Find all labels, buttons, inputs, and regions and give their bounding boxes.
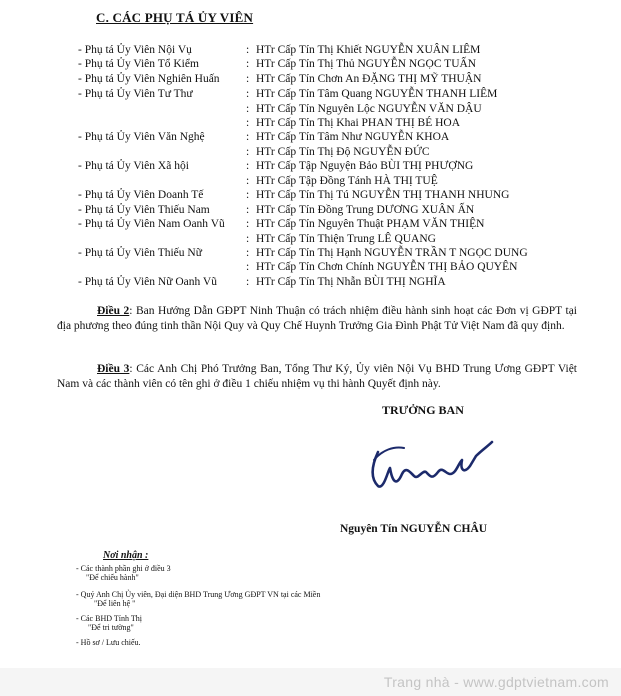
assignment-person: HTr Cấp Tín Chơn Chính NGUYỄN THỊ BẢO QUYÊN [256,261,518,273]
assignment-colon: : [246,204,250,216]
assignment-person: HTr Cấp Tín Thị Tú NGUYỄN THỊ THANH NHUNG [256,189,510,201]
assignment-colon: : [246,233,250,245]
recipient-line: - Các thành phần ghi ở điều 3 [76,564,171,573]
assignment-role: - Phụ tá Ủy Viên Thiếu Nữ [78,247,202,259]
assignment-colon: : [246,117,250,129]
article-2-label: Điều 2 [97,305,130,317]
assignment-colon: : [246,160,250,172]
recipient-line: - Quý Anh Chị Ủy viên, Đại diện BHD Trung Ương GĐPT VN tại các Miền [76,590,321,599]
recipients-title: Nơi nhận : [103,550,149,561]
assignment-role: - Phụ tá Ủy Viên Văn Nghệ [78,131,205,143]
assignment-person: HTr Cấp Tín Thị Độ NGUYỄN ĐỨC [256,146,430,158]
assignment-colon: : [246,146,250,158]
signature [360,430,500,510]
assignment-person: HTr Cấp Tín Tâm Quang NGUYỄN THANH LIÊM [256,88,498,100]
assignment-person: HTr Cấp Tín Thị Khai PHAN THỊ BÉ HOA [256,117,461,129]
assignment-colon: : [246,88,250,100]
assignment-colon: : [246,261,250,273]
assignment-role: - Phụ tá Ủy Viên Thiếu Nam [78,204,210,216]
assignment-colon: : [246,247,250,259]
article-3-text: : Các Anh Chị Phó Trưởng Ban, Tổng Thư Ký, Ủy viên Nội Vụ BHD Trung Ương GĐPT Việt Nam và các thành viên có tên ghi ở điều 1 chiếu nhiệm vụ thi hành Quyết định này. [57,363,578,390]
signer-name: Nguyên Tín NGUYỄN CHÂU [340,523,488,535]
assignment-colon: : [246,175,250,187]
assignment-person: HTr Cấp Tín Chơn An ĐẶNG THỊ MỸ THUẬN [256,73,482,85]
article-3 [57,362,577,392]
recipient-line: - Các BHD Tỉnh Thị [76,614,142,623]
section-title: C. CÁC PHỤ TÁ ỦY VIÊN [96,10,254,25]
assignment-person: HTr Cấp Tín Thị Hạnh NGUYỄN TRẦN T NGỌC DUNG [256,247,528,259]
recipient-line: - Hồ sơ / Lưu chiếu. [76,638,141,647]
assignment-role: - Phụ tá Ủy Viên Tổ Kiểm [78,58,199,70]
assignment-person: HTr Cấp Tín Nguyên Lộc NGUYỄN VĂN DẬU [256,103,482,115]
recipient-line: "Để liên hệ " [94,599,136,608]
article-2 [57,304,577,334]
assignment-role: - Phụ tá Ủy Viên Nội Vụ [78,44,192,56]
assignment-person: HTr Cấp Tín Nguyên Thuật PHẠM VĂN THIỆN [256,218,485,230]
assignment-person: HTr Cấp Tín Thị Nhẫn BÙI THỊ NGHĨA [256,276,446,288]
assignment-role: - Phụ tá Ủy Viên Nam Oanh Vũ [78,218,225,230]
assignment-colon: : [246,131,250,143]
assignment-colon: : [246,218,250,230]
article-2-text: : Ban Hướng Dẫn GĐPT Ninh Thuận có trách nhiệm điều hành sinh hoạt các Đơn vị GĐPT tại địa phương theo đúng tinh thần Nội Quy và Quy Chế Huynh Trưởng Gia Đình Phật Tử Việt Nam đã quy định. [57,305,577,332]
assignment-person: HTr Cấp Tập Nguyện Bảo BÙI THỊ PHƯỢNG [256,160,474,172]
assignment-person: HTr Cấp Tín Thị Khiết NGUYỄN XUÂN LIÊM [256,44,481,56]
assignment-role: - Phụ tá Ủy Viên Tư Thư [78,88,193,100]
assignment-colon: : [246,73,250,85]
assignment-person: HTr Cấp Tín Đồng Trung DƯƠNG XUÂN ẤN [256,204,475,216]
assignment-colon: : [246,189,250,201]
recipient-line: "Để chiếu hành" [86,573,139,582]
assignment-colon: : [246,276,250,288]
recipient-line: "Để tri tường" [88,623,134,632]
assignment-person: HTr Cấp Tín Tâm Như NGUYỄN KHOA [256,131,450,143]
assignment-role: - Phụ tá Ủy Viên Nghiên Huấn [78,73,220,85]
assignment-role: - Phụ tá Ủy Viên Xã hội [78,160,189,172]
assignment-colon: : [246,44,250,56]
head-title: TRƯỞNG BAN [382,403,464,417]
assignment-role: - Phụ tá Ủy Viên Nữ Oanh Vũ [78,276,217,288]
footer-bar [0,668,621,696]
assignment-colon: : [246,103,250,115]
assignment-person: HTr Cấp Tín Thị Thủ NGUYỄN NGỌC TUẤN [256,58,477,70]
assignment-colon: : [246,58,250,70]
article-3-label: Điều 3 [97,363,130,375]
assignment-person: HTr Cấp Tín Thiện Trung LÊ QUANG [256,233,436,245]
footer-site-link[interactable]: Trang nhà - www.gdptvietnam.com [383,674,609,690]
assignment-role: - Phụ tá Ủy Viên Doanh Tế [78,189,204,201]
assignment-person: HTr Cấp Tập Đồng Tánh HÀ THỊ TUỆ [256,175,438,187]
